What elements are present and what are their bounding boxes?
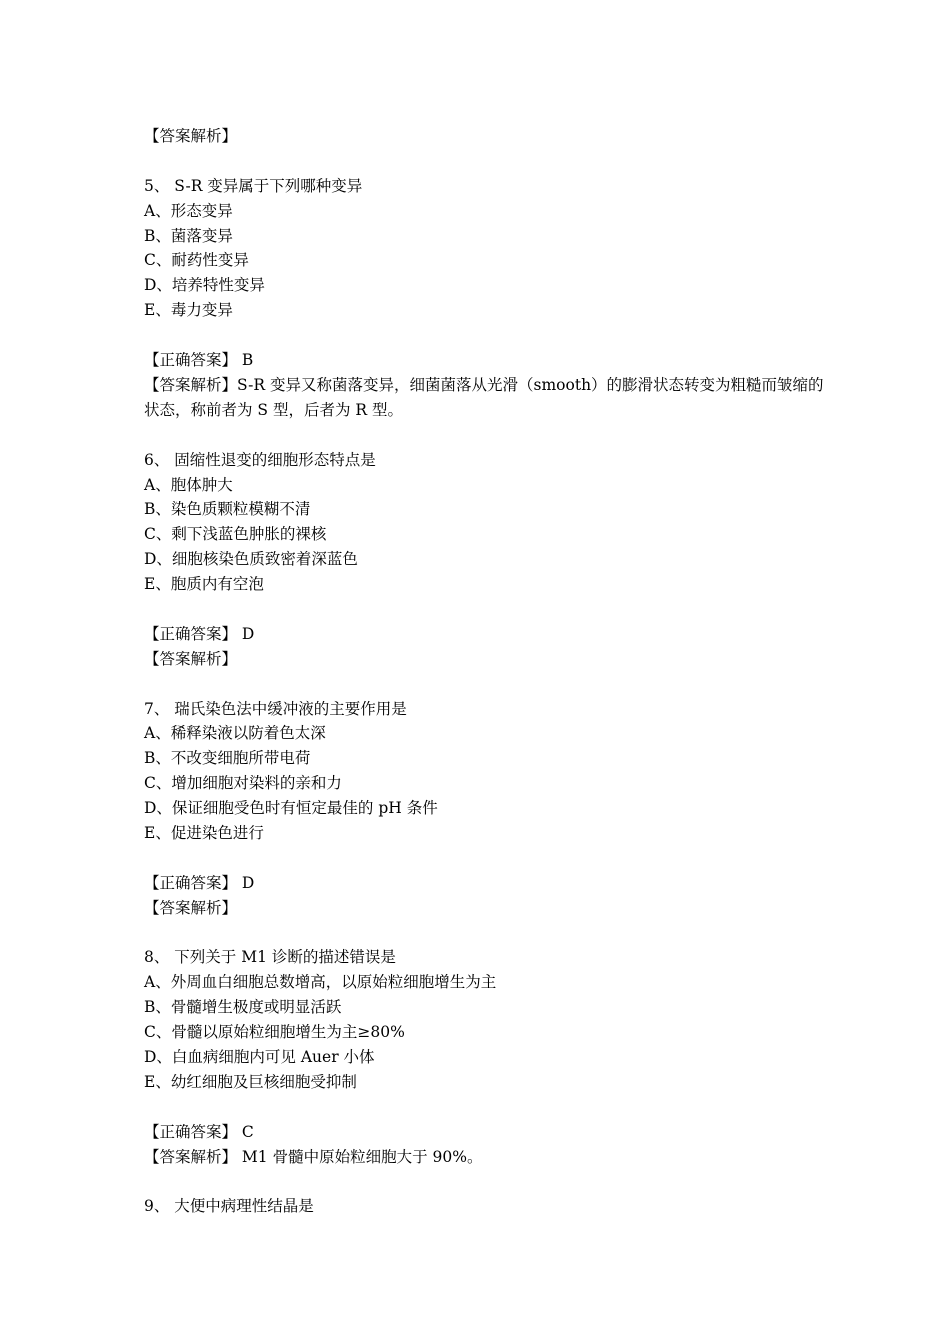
correct-answer: 【正确答案】 B — [144, 351, 254, 370]
question-5 — [144, 174, 824, 448]
option-b: B、骨髓增生极度或明显活跃 — [144, 998, 342, 1017]
question-8 — [144, 945, 824, 1194]
question-7 — [144, 697, 824, 946]
question-stem: 8、 下列关于 M1 诊断的描述错误是 — [144, 948, 396, 967]
option-b: B、菌落变异 — [144, 226, 233, 245]
question-stem: 7、 瑞氏染色法中缓冲液的主要作用是 — [144, 699, 407, 718]
option-d: D、培养特性变异 — [144, 276, 265, 295]
option-b: B、不改变细胞所带电荷 — [144, 749, 311, 768]
q4-explanation: 【答案解析】 — [144, 127, 238, 145]
correct-answer: 【正确答案】 D — [144, 873, 255, 892]
correct-answer: 【正确答案】 D — [144, 624, 255, 643]
option-c: C、增加细胞对染料的亲和力 — [144, 774, 342, 793]
option-a: A、胞体肿大 — [144, 475, 233, 494]
question-stem: 9、 大便中病理性结晶是 — [144, 1197, 314, 1216]
option-e: E、幼红细胞及巨核细胞受抑制 — [144, 1072, 357, 1091]
answer-explanation: 【答案解析】 — [144, 649, 238, 668]
option-a: A、稀释染液以防着色太深 — [144, 724, 326, 743]
correct-answer: 【正确答案】 C — [144, 1122, 254, 1141]
option-e: E、促进染色进行 — [144, 823, 264, 842]
option-b: B、染色质颗粒模糊不清 — [144, 500, 311, 519]
question-6 — [144, 448, 824, 697]
answer-explanation: 【答案解析】 M1 骨髓中原始粒细胞大于 90%。 — [144, 1147, 483, 1166]
answer-explanation: 【答案解析】 — [144, 898, 238, 917]
question-stem: 5、 S-R 变异属于下列哪种变异 — [144, 176, 363, 195]
document-content — [144, 124, 824, 1219]
option-e: E、胞质内有空泡 — [144, 575, 264, 594]
option-c: C、骨髓以原始粒细胞增生为主≥80% — [144, 1023, 405, 1042]
option-d: D、白血病细胞内可见 Auer 小体 — [144, 1047, 375, 1066]
question-9 — [144, 1194, 824, 1219]
option-c: C、耐药性变异 — [144, 251, 249, 270]
answer-explanation: 【答案解析】S-R 变异又称菌落变异，细菌菌落从光滑（smooth）的膨滑状态转变为粗糙而皱缩的状态，称前者为 S 型，后者为 R 型。 — [144, 375, 824, 419]
option-c: C、剩下浅蓝色肿胀的裸核 — [144, 525, 327, 544]
option-a: A、外周血白细胞总数增高，以原始粒细胞增生为主 — [144, 973, 497, 992]
option-d: D、保证细胞受色时有恒定最佳的 pH 条件 — [144, 799, 438, 818]
option-a: A、形态变异 — [144, 201, 233, 220]
question-stem: 6、 固缩性退变的细胞形态特点是 — [144, 450, 376, 469]
option-e: E、毒力变异 — [144, 301, 233, 320]
option-d: D、细胞核染色质致密着深蓝色 — [144, 550, 358, 569]
